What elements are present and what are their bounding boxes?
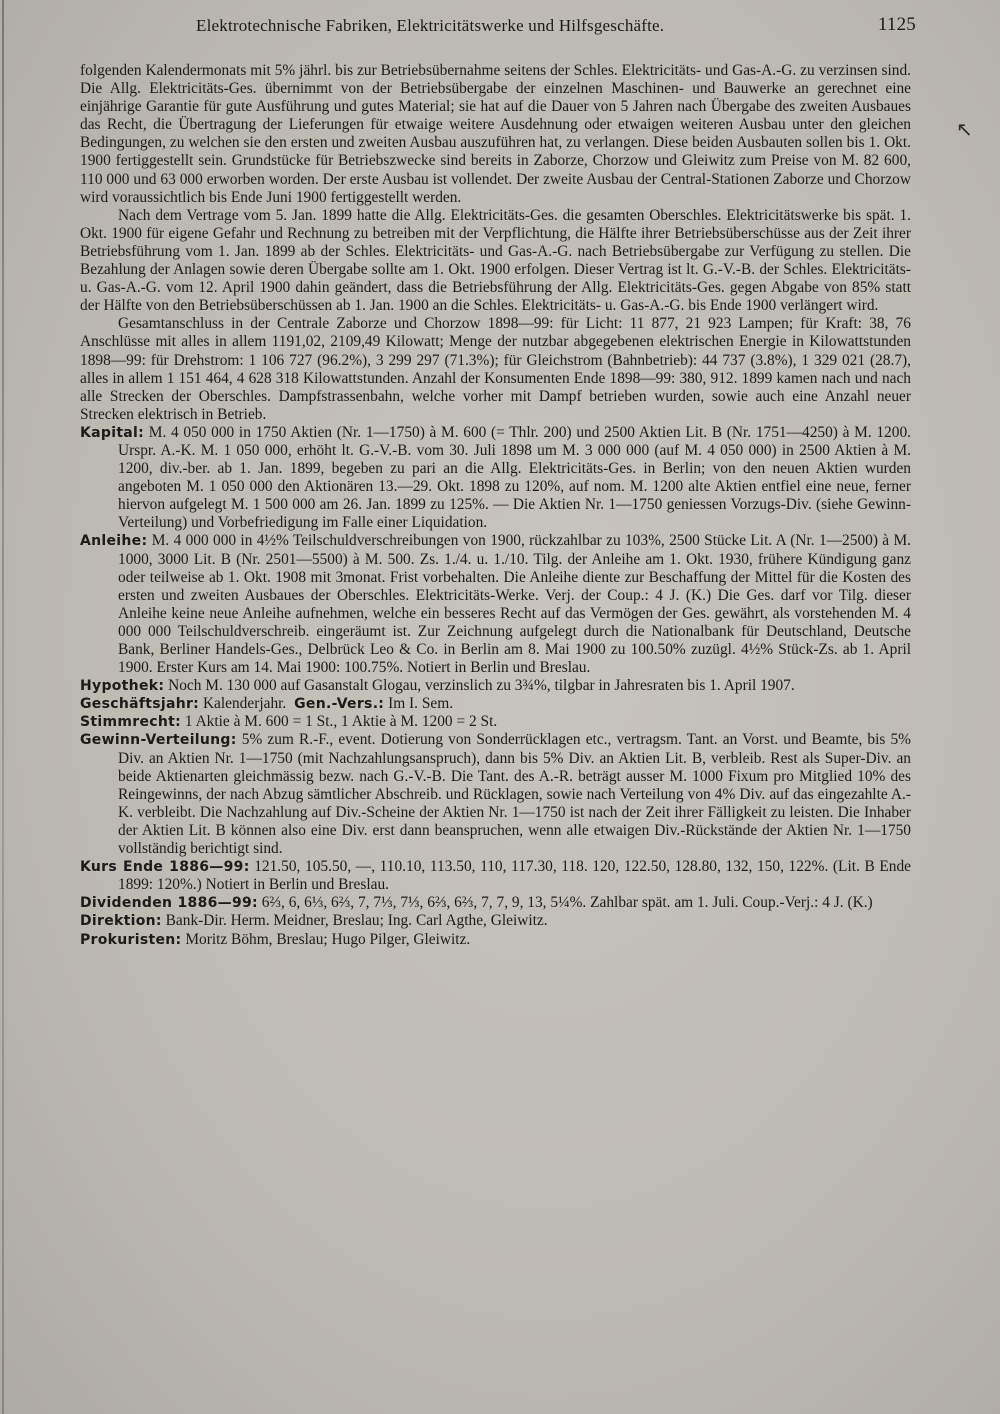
page-number: 1125 xyxy=(877,14,916,35)
geschaeftsjahr-label: Geschäftsjahr: xyxy=(80,696,200,713)
page-body xyxy=(80,62,911,949)
prokuristen-text: Moritz Böhm, Breslau; Hugo Pilger, Gleiwitz. xyxy=(185,930,471,948)
dividenden-label: Dividenden 1886—99: xyxy=(80,895,258,912)
stimmrecht-text: 1 Aktie à M. 600 = 1 St., 1 Aktie à M. 1200 = 2 St. xyxy=(184,713,498,731)
paragraph-contract: Nach dem Vertrage vom 5. Jan. 1899 hatte die Allg. Elektricitäts-Ges. die gesamten Oberschles. Elektricitätswerke bis spät. 1. Okt. 1900 für eigene Gefahr und Rechnung zu betreiben mit der Verpflichtung, die Hälfte ihrer Betriebsüberschüsse aus der Zeit ihrer Betriebsführung vom 1. Jan. 1899 ab der Schles. Elektricitäts- und Gas-A.-G. nach Betriebsübergabe zur Verfügung zu stellen. Die Bezahlung der Anlagen sowie deren Übergabe sollte am 1. Okt. 1900 erfolgen. Dieser Vertrag ist lt. G.-V.-B. der Schles. Elektricitäts- u. Gas-A.-G. vom 12. April 1900 dahin geändert, dass die Betriebsführung der Allg. Elektricitäts-Ges. gegen Abgabe von 85% statt der Hälfte von den Betriebsüberschüssen ab 1. Jan. 1900 an die Schles. Elektricitäts- u. Gas-A.-G. bis Ende 1900 verlängert wird. xyxy=(80,206,911,315)
kapital-text: M. 4 050 000 in 1750 Aktien (Nr. 1—1750) à M. 600 (= Thlr. 200) und 2500 Aktien Lit. B (Nr. 1751—4250) à M. 1200. Urspr. A.-K. M. 1 050 000, erhöht lt. G.-V.-B. vom 30. Juli 1898 um M. 3 000 000 (auf M. 4 050 000) in 2500 Aktien à M. 1200, div.-ber. ab 1. Jan. 1899, begeben zu pari an die Allg. Elektricitäts-Ges. in Berlin; von den neuen Aktien wurden angeboten M. 1 050 000 den Aktionären 13.—29. Okt. 1898 zu 120%, auf nom. M. 1200 alte Aktien entfiel eine neue, ferner hiervon aufgelegt M. 1 500 000 am 26. Jan. 1899 zu 125%. — Die Aktien Nr. 1—1750 geniessen Vorzugs-Div. (siehe Gewinn-Verteilung) und Vorbefriedigung im Falle einer Liquidation. xyxy=(118,423,911,532)
gewinn-label: Gewinn-Verteilung: xyxy=(80,732,237,749)
section-stimmrecht xyxy=(80,713,911,731)
stimmrecht-label: Stimmrecht: xyxy=(80,714,182,731)
hypothek-label: Hypothek: xyxy=(80,678,165,695)
direktion-label: Direktion: xyxy=(80,913,162,930)
running-title: Elektrotechnische Fabriken, Elektricitätswerke und Hilfsgeschäfte. xyxy=(196,16,665,35)
section-anleihe xyxy=(80,532,911,677)
section-geschaeftsjahr xyxy=(80,695,911,713)
dividenden-text: 6⅔, 6, 6⅓, 6⅔, 7, 7⅓, 7⅓, 6⅔, 6⅔, 7, 7, 9, 13, 5¼%. Zahlbar spät. am 1. Juli. Coup.-Verj.: 4 J. (K.) xyxy=(261,894,873,912)
kapital-label: Kapital: xyxy=(80,424,145,441)
paragraph-connections: Gesamtanschluss in der Centrale Zaborze und Chorzow 1898—99: für Licht: 11 877, 21 923 Lampen; für Kraft: 38, 76 Anschlüsse mit alles in allem 1191,02, 2109,49 Kilowatt; Menge der nutzbar abgegebenen elektrischen Energie in Kilowattstunden 1898—99: für Drehstrom: 1 106 727 (96.2%), 3 299 297 (71.3%); für Gleichstrom (Bahnbetrieb): 44 737 (3.8%), 1 329 021 (28.7), alles in allem 1 151 464, 4 628 318 Kilowattstunden. Anzahl der Konsumenten Ende 1898—99: 380, 912. 1899 kamen nach und nach alle Strecken der Oberschles. Dampfstrassenbahn, welche vorher mit Dampf betrieben wurden, sowie auch eine Anzahl neuer Strecken elektrisch in Betrieb. xyxy=(80,315,911,423)
kurs-text: 121.50, 105.50, —, 110.10, 113.50, 110, 117.30, 118. 120, 122.50, 128.80, 132, 150, 122%. (Lit. B Ende 1899: 120%.) Notiert in Berlin und Breslau. xyxy=(118,858,911,894)
prokuristen-label: Prokuristen: xyxy=(80,931,182,948)
section-kurs xyxy=(80,858,911,894)
section-direktion xyxy=(80,912,911,930)
hypothek-text: Noch M. 130 000 auf Gasanstalt Glogau, verzinslich zu 3¾%, tilgbar in Jahresraten bis 1. April 1907. xyxy=(168,677,795,695)
section-gewinn-verteilung xyxy=(80,731,911,858)
gen-vers-label: Gen.-Vers.: xyxy=(294,696,385,713)
margin-arrow-mark: ↖ xyxy=(956,117,973,141)
binding-edge xyxy=(2,0,4,1414)
paragraph-continuation: folgenden Kalendermonats mit 5% jährl. bis zur Betriebsübernahme seitens der Schles. Elektricitäts- und Gas-A.-G. zu verzinsen sind. Die Allg. Elektricitäts-Ges. übernimmt von der Betriebsübergabe der einzelnen Maschinen- und Bauwerke an gerechnet eine einjährige Garantie für gute Ausführung und gutes Material; sie hat auf die Dauer von 5 Jahren nach Übergabe des zweiten Ausbaues das Recht, die Übertragung der Lieferungen für etwaige weitere Ausdehnung oder etwaigen weiteren Ausbau unter den gleichen Bedingungen, zu welchen sie den ersten und zweiten Ausbau auszuführen hat, zu verlangen. Diese beiden Ausbauten sollen bis 1. Okt. 1900 fertiggestellt sein. Grundstücke für Betriebszwecke sind bereits in Zaborze, Chorzow und Gleiwitz zum Preise von M. 82 600, 110 000 und 63 000 erworben worden. Der erste Ausbau ist vollendet. Der zweite Ausbau der Central-Stationen Zaborze und Chorzow wird voraussichtlich bis Ende Juni 1900 fertiggestellt werden. xyxy=(80,62,911,206)
section-prokuristen xyxy=(80,931,911,949)
gewinn-text: 5% zum R.-F., event. Dotierung von Sonderrücklagen etc., vertragsm. Tant. an Vorst. und Beamte, bis 5% Div. an Aktien Nr. 1—1750 (mit Nachzahlungsanspruch), dann bis 5% Div. an Aktien Lit. B, verbleib. Rest als Super-Div. an beide Aktienarten gleichmässig bezw. nach G.-V.-B. Die Tant. des A.-R. beträgt ausser M. 1000 Fixum pro Mitglied 10% des Reingewinns, der nach Abzug sämtlicher Abschreib. und Rücklagen, sowie nach Verteilung von 4% Div. auf das eingezahlte A.-K. verbleibt. Die Nachzahlung auf Div.-Scheine der Aktien Nr. 1—1750 ist nach der Zeit ihrer Fälligkeit zu leisten. Die Inhaber der Aktien Lit. B können also eine Div. erst dann beanspruchen, wenn alle etwaigen Div.-Rückstände der Aktien Nr. 1—1750 vollständig berichtigt sind. xyxy=(118,731,911,858)
section-dividenden xyxy=(80,894,911,912)
section-hypothek xyxy=(80,677,911,695)
kurs-label: Kurs Ende 1886—99: xyxy=(80,859,250,876)
section-kapital xyxy=(80,424,911,533)
gen-vers-text: Im I. Sem. xyxy=(388,695,454,713)
geschaeftsjahr-text: Kalenderjahr. xyxy=(202,695,287,713)
anleihe-text: M. 4 000 000 in 4½% Teilschuldverschreibungen von 1900, rückzahlbar zu 103%, 2500 Stücke Lit. A (Nr. 1—2500) à M. 1000, 3000 Lit. B (Nr. 2501—5500) à M. 500. Zs. 1./4. u. 1./10. Tilg. der Anleihe am 1. Okt. 1930, frühere Kündigung ganz oder teilweise ab 1. Okt. 1908 mit 3monat. Frist vorbehalten. Die Anleihe diente zur Beschaffung der Mittel für die Kosten des ersten und zweiten Ausbaues der Oberschles. Elektricitäts-Werke. Verj. der Coup.: 4 J. (K.) Die Ges. darf vor Tilg. dieser Anleihe keine neue Anleihe aufnehmen, welche ein besseres Recht auf das Vermögen der Ges. gewährt, als vorstehenden M. 4 000 000 Teilschuldverschreib. eingeräumt ist. Zur Zeichnung aufgelegt durch die Nationalbank für Deutschland, Deutsche Bank, Berliner Handels-Ges., Delbrück Leo & Co. in Berlin am 8. Mai 1900 zu 100.50% zuzügl. 4½% Stück-Zs. ab 1. April 1900. Erster Kurs am 14. Mai 1900: 100.75%. Notiert in Berlin und Breslau. xyxy=(118,532,911,677)
anleihe-label: Anleihe: xyxy=(80,533,148,550)
direktion-text: Bank-Dir. Herm. Meidner, Breslau; Ing. Carl Agthe, Gleiwitz. xyxy=(165,912,548,930)
